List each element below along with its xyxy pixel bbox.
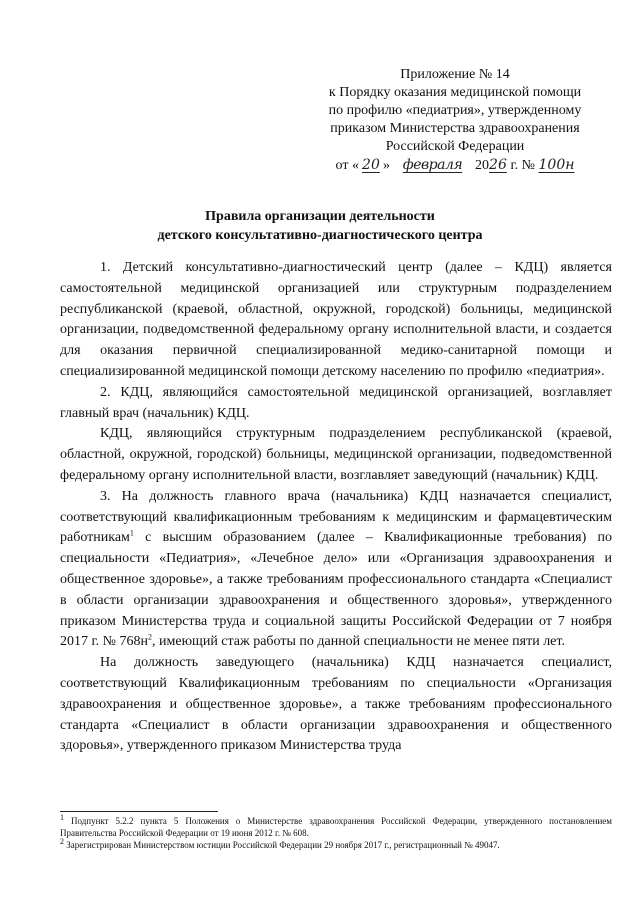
footnote-ref-1: 1: [129, 528, 134, 538]
footnote-marker-2: 2: [60, 837, 64, 846]
appendix-line: приказом Министерства здравоохранения: [330, 121, 580, 136]
paragraph-4-part-c: , имеющий стаж работы по данной специальности не менее пяти лет.: [152, 634, 565, 650]
footnote-1-text: Подпункт 5.2.2 пункта 5 Положения о Министерстве здравоохранения Российской Федерации, утвержденного постановлением Правительства Российской Федерации от 19 июня 2012 г. № 608.: [60, 816, 612, 838]
footnote-2-text: Зарегистрирован Министерством юстиции Российской Федерации 29 ноября 2017 г., регистрационный № 49047.: [64, 840, 500, 850]
appendix-header: [300, 66, 610, 175]
handwritten-order-number: 100н: [538, 157, 575, 173]
date-separator: »: [382, 158, 394, 173]
paragraph-4-part-a: 3. На должность главного врача (начальника) КДЦ назначается специалист, соответствующий квалификационным требованиям к медицинским и фармацевтическим работникам: [60, 488, 612, 546]
paragraph-2: 2. КДЦ, являющийся самостоятельной медицинской организацией, возглавляет главный врач (начальник) КДЦ.: [60, 384, 612, 421]
footnote-2: [60, 839, 612, 851]
footnote-1: [60, 815, 612, 839]
paragraph-3: КДЦ, являющийся структурным подразделением республиканской (краевой, областной, окружной, городской) больницы, медицинской организации, подведомственной федеральному органу исполнительной власти, возглавляет заведующий (начальник) КДЦ.: [60, 426, 612, 483]
appendix-title: Приложение № 14: [400, 67, 510, 82]
document-title: [40, 207, 600, 245]
appendix-line: по профилю «педиатрия», утвержденному: [328, 103, 582, 118]
paragraph-4-part-b: с высшим образованием (далее – Квалификационные требования) по специальности «Педиатрия», «Лечебное дело» или «Организация здравоохранения и общественное здоровье», а также требованиям профессионального стандарта «Специалист в области организации здравоохранения и общественного здоровья», утвержденного приказом Министерства труда и социальной защиты Российской Федерации от 7 ноября 2017 г. № 768н: [60, 530, 612, 650]
appendix-line: к Порядку оказания медицинской помощи: [328, 85, 582, 100]
appendix-line: Российской Федерации: [385, 139, 525, 154]
order-date-line: [300, 156, 610, 175]
footnote-divider: [60, 811, 218, 812]
footnote-ref-2: 2: [148, 632, 153, 642]
handwritten-month: февраля: [402, 157, 463, 173]
date-separator: г. №: [506, 158, 539, 173]
paragraph-4: [60, 487, 612, 653]
handwritten-day: 20: [362, 157, 380, 173]
document-body: [60, 258, 612, 757]
footnotes: [60, 815, 612, 851]
paragraph-1: 1. Детский консультативно-диагностический центр (далее – КДЦ) является самостоятельной медицинской организацией или структурным подразделением республиканской (краевой, областной, окружной, городской) больницы, медицинской организации, подведомственной федеральному органу исполнительной власти, и создается для оказания первичной специализированной медико-санитарной помощи и специализированной медицинской помощи детскому населению по профилю «педиатрия».: [60, 260, 612, 379]
handwritten-year: 26: [489, 157, 507, 173]
title-line-1: Правила организации деятельности: [205, 209, 435, 224]
footnote-marker-1: 1: [60, 813, 64, 822]
date-prefix: от «: [335, 158, 359, 173]
date-separator: 20: [471, 158, 489, 173]
paragraph-5: На должность заведующего (начальника) КДЦ назначается специалист, соответствующий Квалификационным требованиям по специальности «Организация здравоохранения и общественное здоровье», а также требованиям профессионального стандарта «Специалист в области организации здравоохранения и общественного здоровья», утвержденного приказом Министерства труда: [60, 655, 612, 754]
title-line-2: детского консультативно-диагностического центра: [157, 228, 483, 243]
